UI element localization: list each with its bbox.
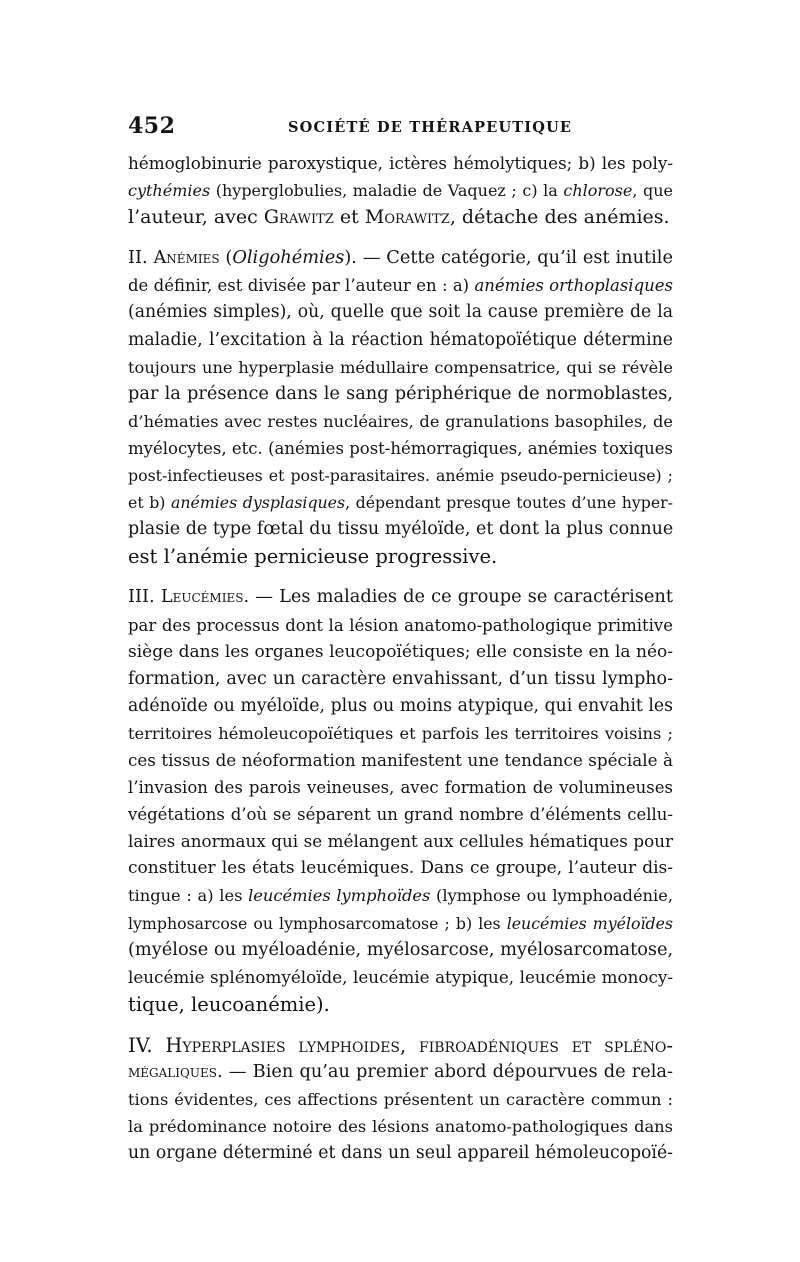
text-line: tique, leucoanémie). (128, 992, 330, 1016)
section-heading-line: IV. Hyperplasies lymphoides, fibroadéniques et spléno- (128, 1033, 673, 1057)
text-line: ces tissus de néoformation manifestent une tendance spéciale à (128, 749, 673, 770)
section-heading-line: III. Leucémies. — Les maladies de ce groupe se caractérisent (128, 587, 673, 608)
text-line: l’auteur, avec Grawitz et Morawitz, détache des anémies. (128, 206, 670, 229)
section-hyperplasies (128, 1032, 673, 1167)
text-line: hémoglobinurie paroxystique, ictères hémolytiques; b) les poly- (128, 153, 673, 173)
page-header (128, 113, 673, 143)
text-line: myélocytes, etc. (anémies post-hémorragiques, anémies toxiques (128, 438, 673, 458)
text-line: territoires hémoleucopoïétiques et parfois les territoires voisins ; (128, 723, 673, 743)
text-line: cythémies (hyperglobulies, maladie de Vaquez ; c) la chlorose, que (128, 181, 674, 201)
text-line: l’invasion des parois veineuses, avec formation de volumineuses (128, 778, 673, 798)
text-line: lymphosarcose ou lymphosarcomatose ; b) les leucémies myéloïdes (128, 913, 673, 933)
page-number: 452 (128, 113, 176, 139)
text-line: adénoïde ou myéloïde, plus ou moins atypique, qui envahit les (128, 695, 673, 716)
text-line: maladie, l’excitation à la réaction hématopoïétique détermine (128, 329, 673, 350)
section-heading: Hyperplasies lymphoides, fibroadéniques et spléno- (165, 1033, 673, 1057)
text-line: par la présence dans le sang périphérique de normoblastes, (128, 383, 673, 404)
paragraph-continuation (128, 150, 673, 231)
text-line: post-infectieuses et post-parasitaires. anémie pseudo-pernicieuse) ; (128, 466, 673, 486)
page-body (128, 150, 673, 1167)
text-line: est l’anémie pernicieuse progressive. (128, 545, 498, 569)
text-line: plasie de type fœtal du tissu myéloïde, et dont la plus connue (128, 519, 674, 540)
section-heading: Anémies (153, 248, 220, 269)
text-line: tions évidentes, ces affections présentent un caractère commun : (128, 1090, 673, 1110)
text-line: (myélose ou myéloadénie, myélosarcose, myélosarcomatose, (128, 939, 674, 960)
text-line: toujours une hyperplasie médullaire compensatrice, qui se révèle (128, 357, 673, 377)
author-name: Morawitz (364, 206, 450, 229)
section-anemies (128, 245, 673, 570)
text-line: par des processus dont la lésion anatomo-pathologique primitive (128, 615, 673, 635)
text-line: laires anormaux qui se mélangent aux cellules hématiques pour (128, 831, 673, 852)
text-line: de définir, est divisée par l’auteur en : a) anémies orthoplasiques (128, 276, 674, 296)
text-line: (anémies simples), où, quelle que soit la cause première de la (128, 302, 673, 323)
text-line: formation, avec un caractère envahissant, d’un tissu lympho- (128, 668, 673, 689)
section-heading: Leucémies (160, 587, 244, 608)
text-line: constituer les états leucémiques. Dans ce groupe, l’auteur dis- (128, 858, 673, 879)
text-line: siège dans les organes leucopoïétiques; elle consiste en la néo- (128, 641, 673, 662)
text-line: mégaliques. — Bien qu’au premier abord dépourvues de rela- (128, 1062, 673, 1082)
section-heading-line: II. Anémies (Oligohémies). — Cette catégorie, qu’il est inutile (128, 248, 673, 269)
text-line: végétations d’où se séparent un grand nombre d’éléments cellu- (128, 805, 673, 825)
text-line: d’hématies avec restes nucléaires, de granulations basophiles, de (128, 411, 673, 431)
text-line: un organe déterminé et dans un seul appareil hémoleucopoïé- (128, 1143, 673, 1164)
running-title: SOCIÉTÉ DE THÉRAPEUTIQUE (288, 119, 573, 136)
text-line: leucémie splénomyéloïde, leucémie atypique, leucémie monocy- (128, 966, 673, 987)
section-leucemies (128, 584, 673, 1018)
text-line: et b) anémies dysplasiques, dépendant presque toutes d’une hyper- (128, 493, 673, 513)
text-line: tingue : a) les leucémies lymphoïdes (lymphose ou lymphoadénie, (128, 886, 674, 906)
author-name: Grawitz (263, 206, 334, 229)
text-line: la prédominance notoire des lésions anatomo-pathologiques dans (128, 1117, 673, 1137)
